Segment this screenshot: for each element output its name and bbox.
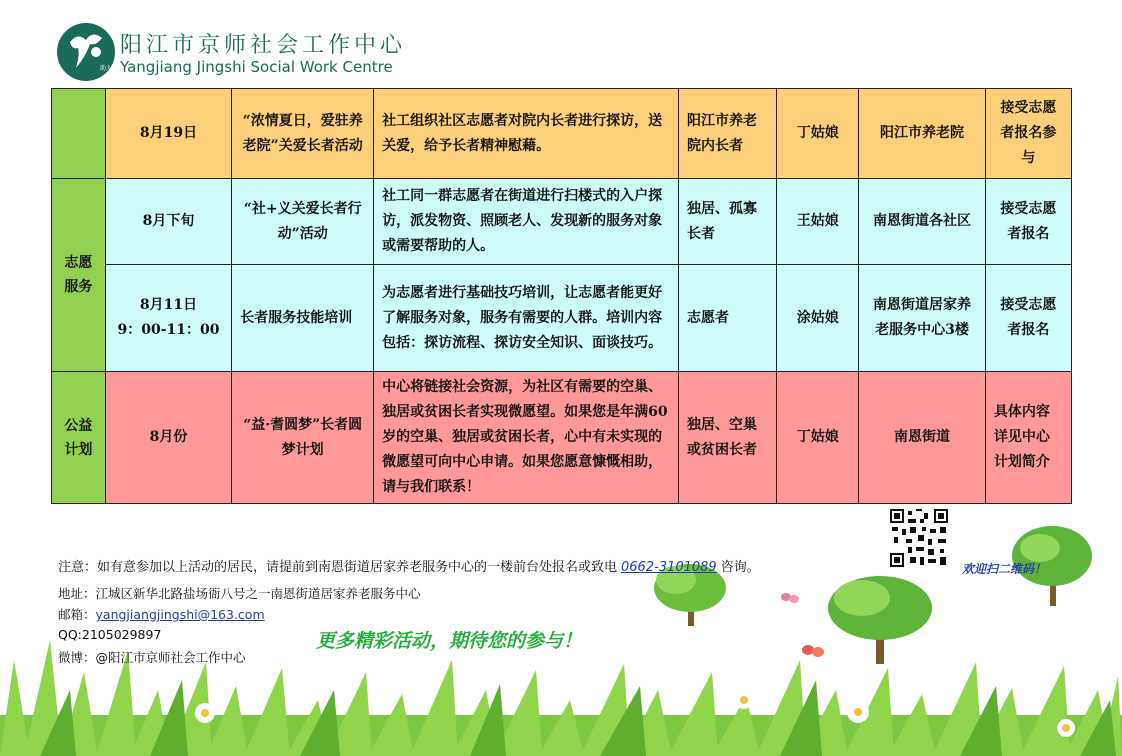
category-label: 计划 <box>64 441 93 458</box>
activity-staff: 丁姑娘 <box>777 89 859 179</box>
activity-staff: 王姑娘 <box>777 179 859 265</box>
activity-note: 接受志愿者报名参与 <box>985 89 1071 179</box>
qr-code-icon[interactable] <box>890 509 948 567</box>
activity-place: 阳江市养老院 <box>859 89 986 179</box>
activity-description: 为志愿者进行基础技巧培训，让志愿者能更好了解服务对象，服务有需要的人群。培训内容包括：探访流程、探访安全知识、面谈技巧。 <box>374 265 679 372</box>
activity-target: 独居、空巢或贫困长者 <box>678 372 776 504</box>
address-text: 地址：江城区新华北路盐场衙八号之一南恩街道居家养老服务中心 <box>58 586 421 601</box>
logo-text: 助人自助 <box>100 65 125 72</box>
activity-note: 接受志愿者报名 <box>985 179 1071 265</box>
activity-target: 志愿者 <box>678 265 776 372</box>
activity-place: 南恩街道各社区 <box>859 179 986 265</box>
activity-note: 接受志愿者报名 <box>985 265 1071 372</box>
slogan-text: 更多精彩活动，期待您的参与！ <box>316 630 583 652</box>
note-prefix: 注意：如有意参加以上活动的居民，请提前到南恩街道居家养老服务中心的一楼前台处报名或致电 <box>58 560 618 575</box>
activity-note: 具体内容详见中心计划简介 <box>985 372 1071 504</box>
activity-name: “社+义关爱长者行动”活动 <box>232 179 374 265</box>
tree-icon <box>828 576 932 664</box>
activity-description: 中心将链接社会资源，为社区有需要的空巢、独居或贫困长者实现微愿望。如果您是年满60岁的空巢、独居或贫困长者，心中有未实现的微愿望可向中心申请。如果您愿意慷慨相助，请与我们联系！ <box>374 372 679 504</box>
activity-name: 长者服务技能培训 <box>232 265 374 372</box>
activity-place: 南恩街道居家养老服务中心3楼 <box>859 265 986 372</box>
activity-date: 8月下旬 <box>105 179 232 265</box>
registration-note <box>58 556 760 575</box>
org-name-en: Yangjiang Jingshi Social Work Centre <box>120 58 393 76</box>
org-logo <box>56 22 407 82</box>
activity-date-time: 9：00-11：00 <box>117 322 220 338</box>
category-label: 服务 <box>64 279 93 295</box>
table-row <box>52 372 1072 504</box>
activity-date-day: 8月11日 <box>139 297 198 313</box>
email-link[interactable]: yangjiangjingshi@163.com <box>95 607 265 622</box>
category-volunteer <box>52 179 106 372</box>
activity-date: 8月份 <box>105 372 232 504</box>
category-label: 志愿 <box>64 255 93 271</box>
activity-place: 南恩街道 <box>859 372 986 504</box>
weibo-text: 微博：@阳江市京师社会工作中心 <box>58 650 246 665</box>
activity-target: 阳江市养老院内长者 <box>678 89 776 179</box>
phone-link[interactable]: 0662-3101089 <box>621 560 717 575</box>
table-row <box>52 89 1072 179</box>
activity-description: 社工同一群志愿者在街道进行扫楼式的入户探访，派发物资、照顾老人、发现新的服务对象或需要帮助的人。 <box>374 179 679 265</box>
logo-icon <box>56 22 125 82</box>
category-label: 公益 <box>64 417 93 434</box>
activity-staff: 丁姑娘 <box>777 372 859 504</box>
note-suffix: 咨询。 <box>720 560 760 575</box>
category-charity <box>52 372 106 504</box>
org-name-cn: 阳江市京师社会工作中心 <box>120 33 407 58</box>
activity-date <box>105 265 232 372</box>
email-label: 邮箱： <box>58 607 96 622</box>
qq-text: QQ:2105029897 <box>58 627 162 642</box>
butterfly-icon <box>802 645 824 657</box>
scan-qr-hint: 欢迎扫二维码！ <box>962 562 1047 576</box>
activity-name: “浓情夏日，爱驻养老院”关爱长者活动 <box>232 89 374 179</box>
activity-staff: 涂姑娘 <box>777 265 859 372</box>
activity-name: “益·耆圆梦”长者圆梦计划 <box>232 372 374 504</box>
table-row <box>52 179 1072 265</box>
category-cell-empty <box>52 89 106 179</box>
activity-date: 8月19日 <box>105 89 232 179</box>
butterfly-icon <box>781 593 799 603</box>
activity-description: 社工组织社区志愿者对院内长者进行探访，送关爱，给予长者精神慰藉。 <box>374 89 679 179</box>
email-line <box>58 605 265 623</box>
activity-table <box>51 88 1072 504</box>
table-row <box>52 265 1072 372</box>
activity-target: 独居、孤寡长者 <box>678 179 776 265</box>
